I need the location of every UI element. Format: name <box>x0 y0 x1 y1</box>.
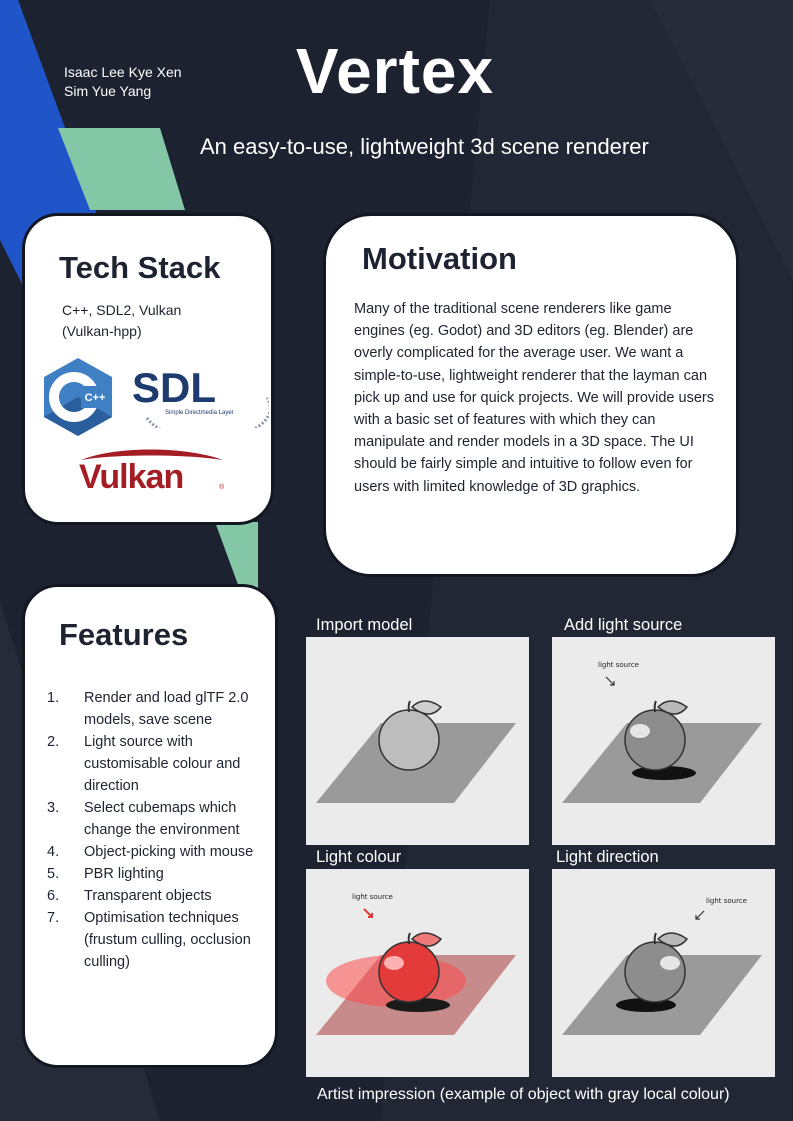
green-stripe-bottom <box>215 522 258 590</box>
feature-number: 4. <box>47 844 60 860</box>
feature-item <box>41 797 274 841</box>
feature-text: Object-picking with mouse <box>84 844 254 860</box>
add-light-source-illustration <box>552 637 775 845</box>
feature-text: PBR lighting <box>84 866 164 882</box>
feature-text: Select cubemaps which change the environment <box>84 800 240 838</box>
import-model-label: Import model <box>316 616 413 634</box>
arrow-icon <box>606 677 614 685</box>
motivation-card <box>323 213 739 577</box>
feature-item <box>41 907 274 973</box>
feature-number: 3. <box>47 800 60 816</box>
illustration-caption: Artist impression (example of object with gray local colour) <box>317 1086 730 1103</box>
apple-stem <box>655 701 656 712</box>
apple-highlight <box>660 956 680 970</box>
vulkan-logo <box>75 448 235 494</box>
import-model-illustration <box>306 637 529 845</box>
motivation-body: Many of the traditional scene renderers like game engines (eg. Godot) and 3D editors (eg. Blender) are overly complicated for the average user. We want a simple-to-use, lightweight renderer that the layman can pick up and use for quick projects. We will provide users with a basic set of features with which they can manipulate and render models in a 3D space. The UI should be fairly simple and intuitive to follow even for users with limited knowledge of 3D graphics. <box>354 301 714 495</box>
apple-stem <box>409 933 410 944</box>
light-direction-illustration <box>552 869 775 1077</box>
light-colour-illustration <box>306 869 529 1077</box>
feature-number: 7. <box>47 910 60 926</box>
author-1: Isaac Lee Kye Xen <box>64 64 182 80</box>
sdl-logo-text: SDL <box>132 364 216 411</box>
feature-item <box>41 885 274 907</box>
feature-text: Render and load glTF 2.0 models, save scene <box>84 690 249 728</box>
sdl-logo-subtext: Simple Directmedia Layer <box>165 410 234 416</box>
sdl-logo <box>129 362 269 428</box>
apple-body <box>379 710 439 770</box>
feature-item <box>41 731 274 797</box>
cpp-logo <box>41 356 115 438</box>
light-source-note: light source <box>352 893 393 901</box>
feature-number: 6. <box>47 888 60 904</box>
tech-stack-card <box>22 213 274 525</box>
motivation-heading: Motivation <box>362 241 517 276</box>
authors <box>64 63 182 101</box>
apple-body <box>625 710 685 770</box>
features-card <box>22 584 278 1068</box>
feature-text: Transparent objects <box>84 888 212 904</box>
light-direction-label: Light direction <box>556 848 659 866</box>
tech-stack-text <box>62 300 181 342</box>
add-light-source-label: Add light source <box>564 616 683 634</box>
feature-item <box>41 863 274 885</box>
apple-highlight <box>630 724 650 738</box>
cpp-logo-text: C++ <box>84 392 106 404</box>
tech-stack-heading: Tech Stack <box>59 250 221 285</box>
feature-item <box>41 687 274 731</box>
feature-number: 1. <box>47 690 60 706</box>
light-source-note: light source <box>598 661 639 669</box>
features-list <box>41 687 274 973</box>
arrow-icon <box>696 911 704 919</box>
light-colour-label: Light colour <box>316 848 402 866</box>
vulkan-logo-mark: ® <box>219 484 225 491</box>
tech-stack-line-1: C++, SDL2, Vulkan <box>62 302 182 318</box>
apple-body <box>379 942 439 1002</box>
tech-stack-line-2: (Vulkan-hpp) <box>62 323 142 339</box>
vulkan-logo-text: Vulkan <box>79 458 184 494</box>
page-title: Vertex <box>295 35 495 107</box>
apple-body <box>625 942 685 1002</box>
feature-number: 5. <box>47 866 60 882</box>
feature-text: Optimisation techniques (frustum culling, occlusion culling) <box>84 910 251 970</box>
feature-number: 2. <box>47 734 60 750</box>
feature-item <box>41 841 274 863</box>
page-subtitle: An easy-to-use, lightweight 3d scene renderer <box>200 134 649 159</box>
features-heading: Features <box>59 617 189 652</box>
apple-highlight <box>384 956 404 970</box>
feature-text: Light source with customisable colour and direction <box>84 734 241 794</box>
apple-stem <box>409 701 410 712</box>
author-2: Sim Yue Yang <box>64 83 152 99</box>
apple-stem <box>655 933 656 944</box>
light-source-note: light source <box>706 897 747 905</box>
arrow-icon <box>364 909 372 917</box>
